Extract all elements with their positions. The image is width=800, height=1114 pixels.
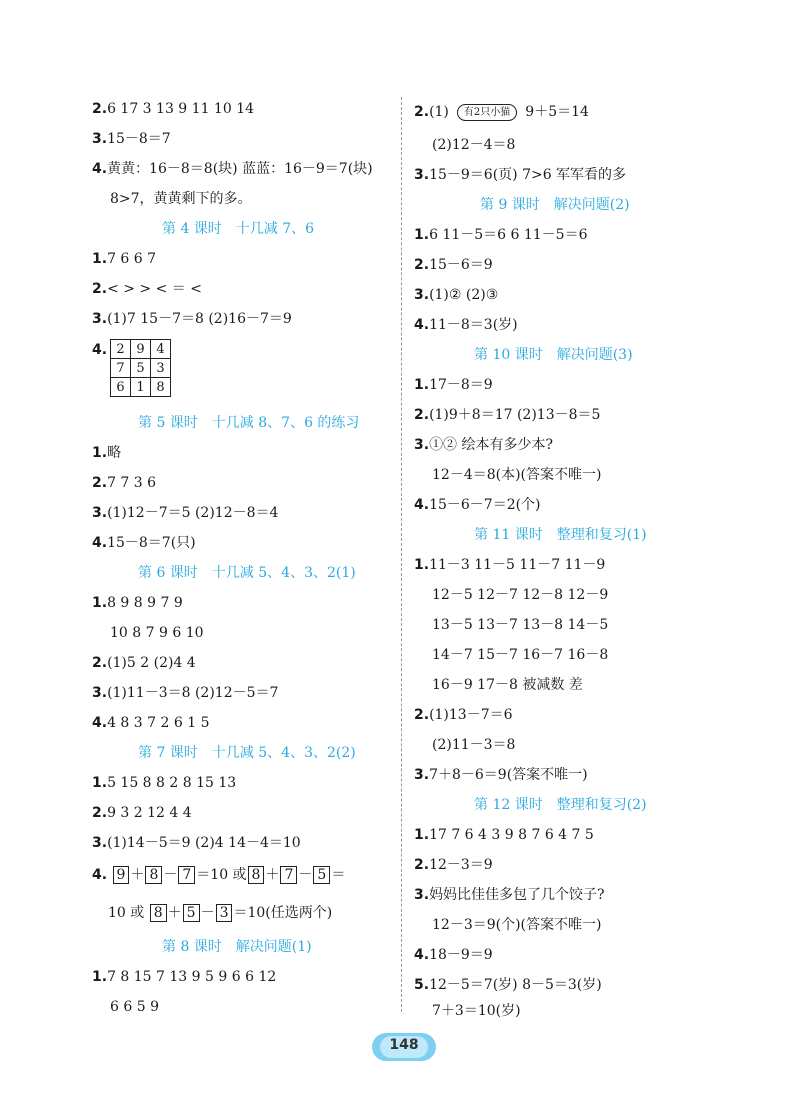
answer-line: 4.11－8＝3(岁) [414,317,518,333]
answer-line-cont: 10 或 8 ＋ 5 － 3 ＝10(任选两个) [108,905,333,921]
answer-line: 4.4 8 3 7 2 6 1 5 [92,715,210,731]
boxed-number: 7 [178,866,195,884]
boxed-number: 8 [248,866,265,884]
magic-square-grid [110,339,171,397]
answer-line-cont: 12－4＝8(本)(答案不唯一) [432,467,602,483]
answer-line: 4.18－9＝9 [414,947,493,963]
answer-line: 1.7 6 6 7 [92,251,157,267]
answer-line: 1.7 8 15 7 13 9 5 9 6 6 12 [92,969,277,985]
answer-line: 4.15－8＝7(只) [92,535,196,551]
boxed-number: 8 [150,904,167,922]
section-heading: 第 7 课时 十几减 5、4、3、2(2) [138,745,356,761]
grid-cell: 3 [151,359,171,378]
grid-cell: 8 [151,378,171,397]
answer-line: 1.6 11－5＝6 6 11－5＝6 [414,227,588,243]
answer-line: 3.15－8＝7 [92,131,171,147]
answer-line: 1.略 [92,445,122,461]
grid-cell: 7 [111,359,131,378]
page-number-badge [372,1033,436,1061]
answer-line-cont: 8>7，黄黄剩下的多。 [110,191,252,207]
section-heading: 第 5 课时 十几减 8、7、6 的练习 [138,415,360,431]
answer-line-cont: 14－7 15－7 16－7 16－8 [432,647,609,663]
section-heading: 第 6 课时 十几减 5、4、3、2(1) [138,565,356,581]
grid-cell: 2 [111,340,131,359]
column-divider [401,97,402,1012]
answer-line: 4.15－6－7＝2(个) [414,497,541,513]
section-heading: 第 9 课时 解决问题(2) [480,197,630,213]
answer-line: 3.妈妈比佳佳多包了几个饺子? [414,887,605,903]
answer-line: 2.7 7 3 6 [92,475,157,491]
answer-line: 2.9 3 2 12 4 4 [92,805,192,821]
answer-line: 2.15－6＝9 [414,257,493,273]
answer-line-cont: (2)11－3＝8 [432,737,516,753]
answer-line: 3.①② 绘本有多少本? [414,437,554,453]
answer-line-cont: 10 8 7 9 6 10 [110,625,204,641]
answer-line: 1.5 15 8 8 2 8 15 13 [92,775,237,791]
grid-cell: 5 [131,359,151,378]
boxed-number: 3 [216,904,233,922]
section-heading: 第 11 课时 整理和复习(1) [474,527,647,543]
answer-line: 2.(1)9＋8＝17 (2)13－8＝5 [414,407,601,423]
answer-line: 1.8 9 8 9 7 9 [92,595,183,611]
answer-line: 2.< > > < ＝ < [92,281,202,297]
answer-line-cont: 16－9 17－8 被减数 差 [432,677,583,693]
section-heading: 第 12 课时 整理和复习(2) [474,797,647,813]
boxed-number: 9 [113,866,130,884]
answer-line: 3.(1)7 15－7＝8 (2)16－7＝9 [92,311,292,327]
answer-line-cont: 12－3＝9(个)(答案不唯一) [432,917,602,933]
grid-cell: 4 [151,340,171,359]
answer-line: 3.15－9＝6(页) 7>6 军军看的多 [414,167,627,183]
answer-line: 5.12－5＝7(岁) 8－5＝3(岁) [414,977,602,993]
answer-line: 1.11－3 11－5 11－7 11－9 [414,557,606,573]
boxed-number: 7 [280,866,297,884]
answer-line: 4. 9 ＋ 8 － 7 ＝10 或 8 ＋ 7 － 5 ＝ [92,867,346,883]
section-heading: 第 4 课时 十几减 7、6 [162,221,315,237]
section-heading: 第 8 课时 解决问题(1) [162,939,312,955]
answer-line: 3.(1)② (2)③ [414,287,499,303]
answer-line: 2.(1)5 2 (2)4 4 [92,655,196,671]
answer-line: 3.(1)12－7＝5 (2)12－8＝4 [92,505,279,521]
answer-line: 1.17－8＝9 [414,377,493,393]
answer-line: 4.黄黄：16－8＝8(块) 蓝蓝：16－9＝7(块) [92,161,373,177]
answer-line-cont: 6 6 5 9 [110,999,159,1015]
section-heading: 第 10 课时 解决问题(3) [474,347,633,363]
answer-line-cont: 13－5 13－7 13－8 14－5 [432,617,609,633]
answer-line-cont: (2)12－4＝8 [432,137,516,153]
boxed-number: 5 [313,866,330,884]
grid-cell: 9 [131,340,151,359]
answer-line: 4. [92,342,108,358]
answer-line: 3.(1)11－3＝8 (2)12－5＝7 [92,685,279,701]
grid-cell: 1 [131,378,151,397]
answer-line-cont: 7＋3＝10(岁) [432,1003,521,1019]
answer-line: 2.(1)13－7＝6 [414,707,513,723]
answer-line-cont: 12－5 12－7 12－8 12－9 [432,587,609,603]
grid-cell: 6 [111,378,131,397]
answer-line: 2.12－3＝9 [414,857,493,873]
answer-line: 2.6 17 3 13 9 11 10 14 [92,101,255,117]
answer-oval: 有2只小猫 [457,104,517,121]
page-number: 148 [389,1037,419,1053]
boxed-number: 8 [145,866,162,884]
answer-line: 1.17 7 6 4 3 9 8 7 6 4 7 5 [414,827,594,843]
answer-line: 3.7＋8－6＝9(答案不唯一) [414,767,588,783]
boxed-number: 5 [183,904,200,922]
answer-line: 3.(1)14－5＝9 (2)4 14－4＝10 [92,835,301,851]
answer-line: 2.(1) 有2只小猫 9＋5＝14 [414,104,589,120]
